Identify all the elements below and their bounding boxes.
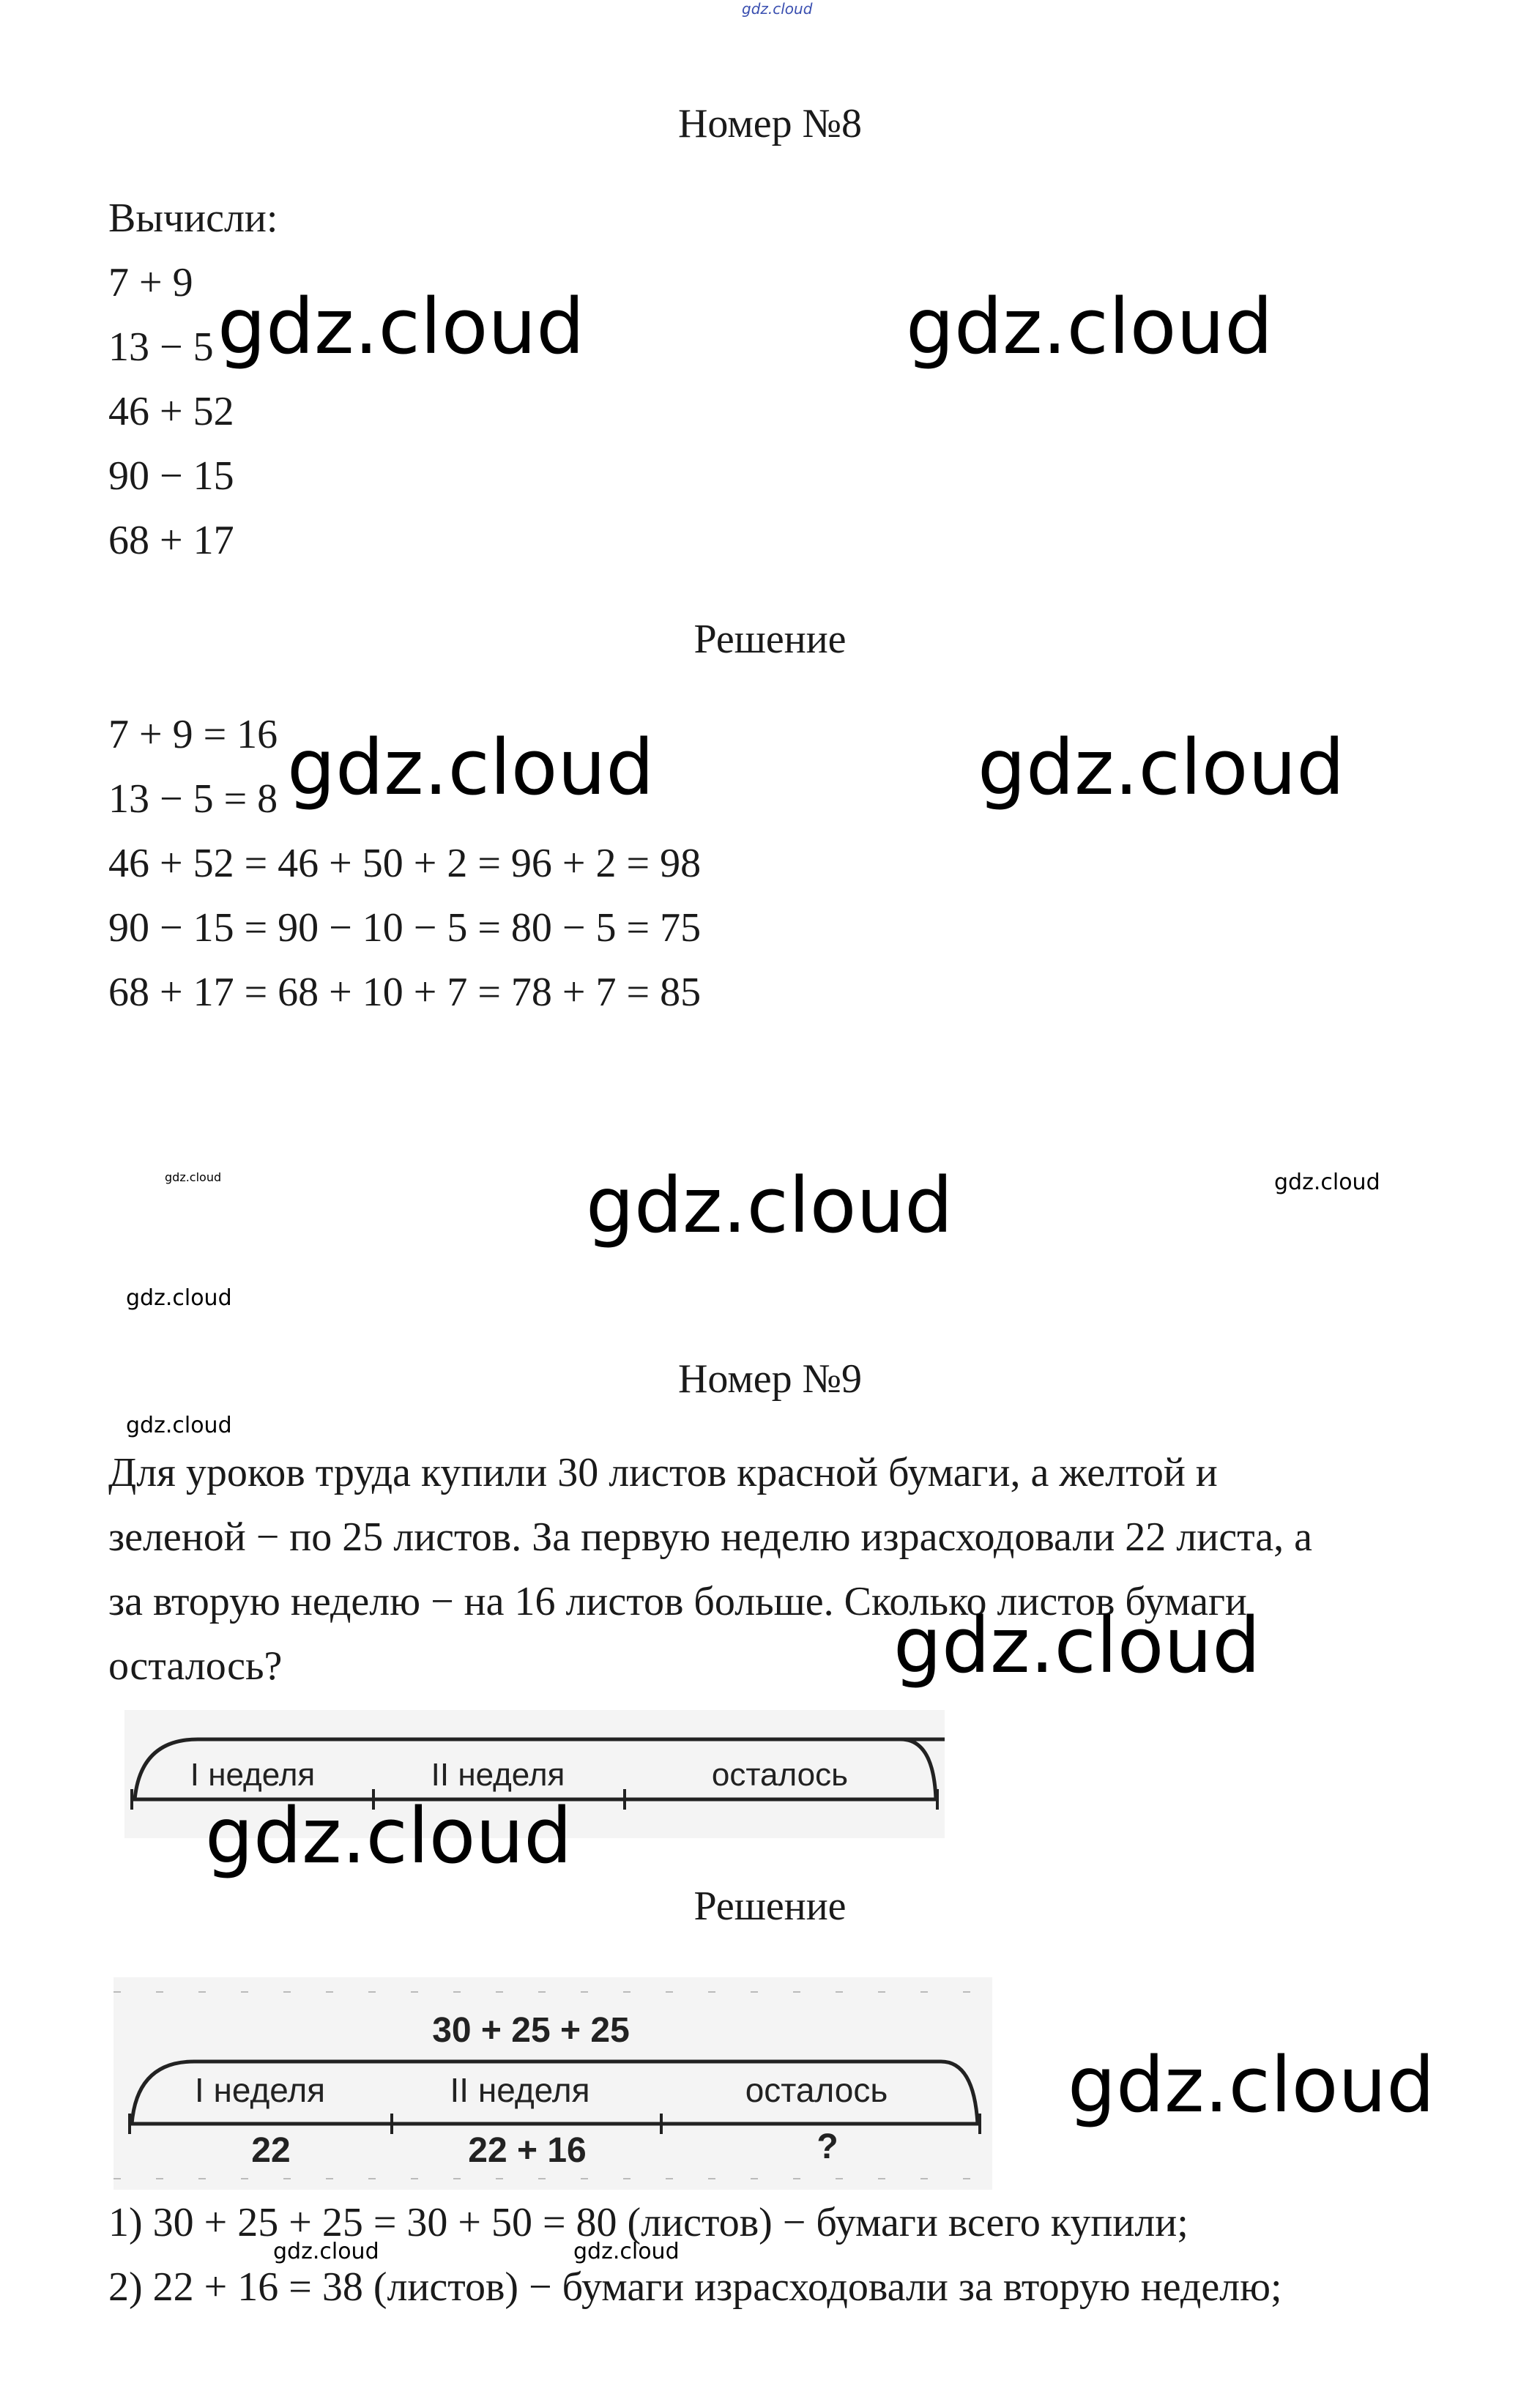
expression-item: 13 − 5 — [108, 324, 214, 370]
segment-label: осталось — [711, 1757, 849, 1793]
problem9-text-line: за вторую неделю − на 16 листов больше. Сколько листов бумаги — [108, 1579, 1247, 1624]
problem9-text-line: зеленой − по 25 листов. За первую неделю израсходовали 22 листа, а — [108, 1514, 1312, 1560]
watermark-top: gdz.cloud — [742, 0, 813, 18]
problem9-text-line: осталось? — [108, 1643, 283, 1689]
solution-line: 90 − 15 = 90 − 10 − 5 = 80 − 5 = 75 — [108, 905, 702, 951]
segment-label: I неделя — [194, 2071, 326, 2109]
watermark: gdz.cloud — [217, 282, 585, 371]
watermark: gdz.cloud — [1274, 1170, 1380, 1195]
watermark: gdz.cloud — [573, 2239, 680, 2264]
watermark: gdz.cloud — [906, 282, 1273, 371]
solution-line: 46 + 52 = 46 + 50 + 2 = 96 + 2 = 98 — [108, 841, 702, 886]
solution-line: 7 + 9 = 16 — [108, 712, 278, 757]
total-label: 30 + 25 + 25 — [432, 2011, 630, 2050]
watermark: gdz.cloud — [893, 1601, 1261, 1690]
watermark: gdz.cloud — [165, 1170, 222, 1184]
watermark: gdz.cloud — [586, 1161, 953, 1250]
segment-label: осталось — [745, 2071, 888, 2109]
solution-step: 1) 30 + 25 + 25 = 30 + 50 = 80 (листов) − бумаги всего купили; — [108, 2200, 1189, 2245]
watermark: gdz.cloud — [287, 723, 655, 812]
segment-diagram-solution — [114, 1977, 992, 2190]
watermark: gdz.cloud — [126, 1413, 232, 1438]
segment-value: 22 + 16 — [468, 2131, 587, 2170]
watermark: gdz.cloud — [1068, 2040, 1435, 2130]
problem9-text-line: Для уроков труда купили 30 листов красной бумаги, а желтой и — [108, 1450, 1218, 1495]
expression-item: 46 + 52 — [108, 389, 234, 434]
watermark: gdz.cloud — [126, 1285, 232, 1311]
problem8-heading: Номер №8 — [677, 101, 863, 146]
expression-item: 7 + 9 — [108, 260, 193, 305]
segment-label: I неделя — [190, 1757, 316, 1793]
segment-label: II неделя — [431, 1757, 565, 1793]
expression-item: 90 − 15 — [108, 453, 234, 499]
segment-value: 22 — [251, 2131, 291, 2170]
problem8-instruction: Вычисли: — [108, 196, 278, 241]
problem8-solution-heading: Решение — [693, 617, 847, 662]
solution-line: 68 + 17 = 68 + 10 + 7 = 78 + 7 = 85 — [108, 970, 702, 1015]
watermark: gdz.cloud — [978, 723, 1345, 812]
watermark: gdz.cloud — [205, 1791, 573, 1881]
solution-step: 2) 22 + 16 = 38 (листов) − бумаги израсходовали за вторую неделю; — [108, 2264, 1282, 2310]
expression-item: 68 + 17 — [108, 518, 234, 563]
segment-label: II неделя — [450, 2071, 590, 2109]
watermark: gdz.cloud — [273, 2239, 379, 2264]
problem9-heading: Номер №9 — [677, 1356, 863, 1402]
segment-value: ? — [817, 2127, 838, 2166]
solution-line: 13 − 5 = 8 — [108, 776, 278, 822]
problem9-solution-heading: Решение — [693, 1884, 847, 1929]
